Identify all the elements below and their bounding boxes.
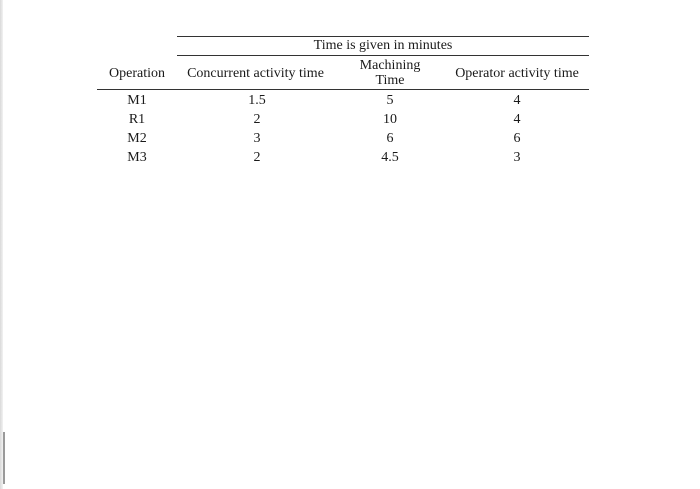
page-left-border <box>0 0 3 489</box>
row-2-operator: 4 <box>513 112 521 127</box>
row-3-concurrent: 3 <box>253 131 261 146</box>
top-rule <box>177 36 589 37</box>
row-2-operation: R1 <box>128 112 146 127</box>
group-header-rule <box>177 55 589 56</box>
row-1-operator: 4 <box>513 93 521 108</box>
times-table <box>97 36 589 168</box>
row-4-operator: 3 <box>513 150 521 165</box>
header-operation: Operation <box>109 66 165 81</box>
row-2-concurrent: 2 <box>253 112 261 127</box>
header-machining-time-line1: Machining <box>359 58 421 73</box>
row-2-machining: 10 <box>383 112 397 127</box>
header-machining-time-line2: Time <box>375 73 405 88</box>
row-1-concurrent: 1.5 <box>248 93 266 108</box>
row-1-operation: M1 <box>127 93 147 108</box>
header-concurrent-activity-time: Concurrent activity time <box>187 66 324 81</box>
row-4-operation: M3 <box>127 150 147 165</box>
row-3-operator: 6 <box>513 131 521 146</box>
row-3-operation: M2 <box>127 131 147 146</box>
row-4-machining: 4.5 <box>381 150 399 165</box>
group-header: Time is given in minutes <box>313 38 453 53</box>
scroll-mark <box>3 432 5 484</box>
row-3-machining: 6 <box>386 131 394 146</box>
row-1-machining: 5 <box>386 93 394 108</box>
header-operator-activity-time: Operator activity time <box>455 66 579 81</box>
row-4-concurrent: 2 <box>253 150 261 165</box>
header-bottom-rule <box>97 89 589 90</box>
